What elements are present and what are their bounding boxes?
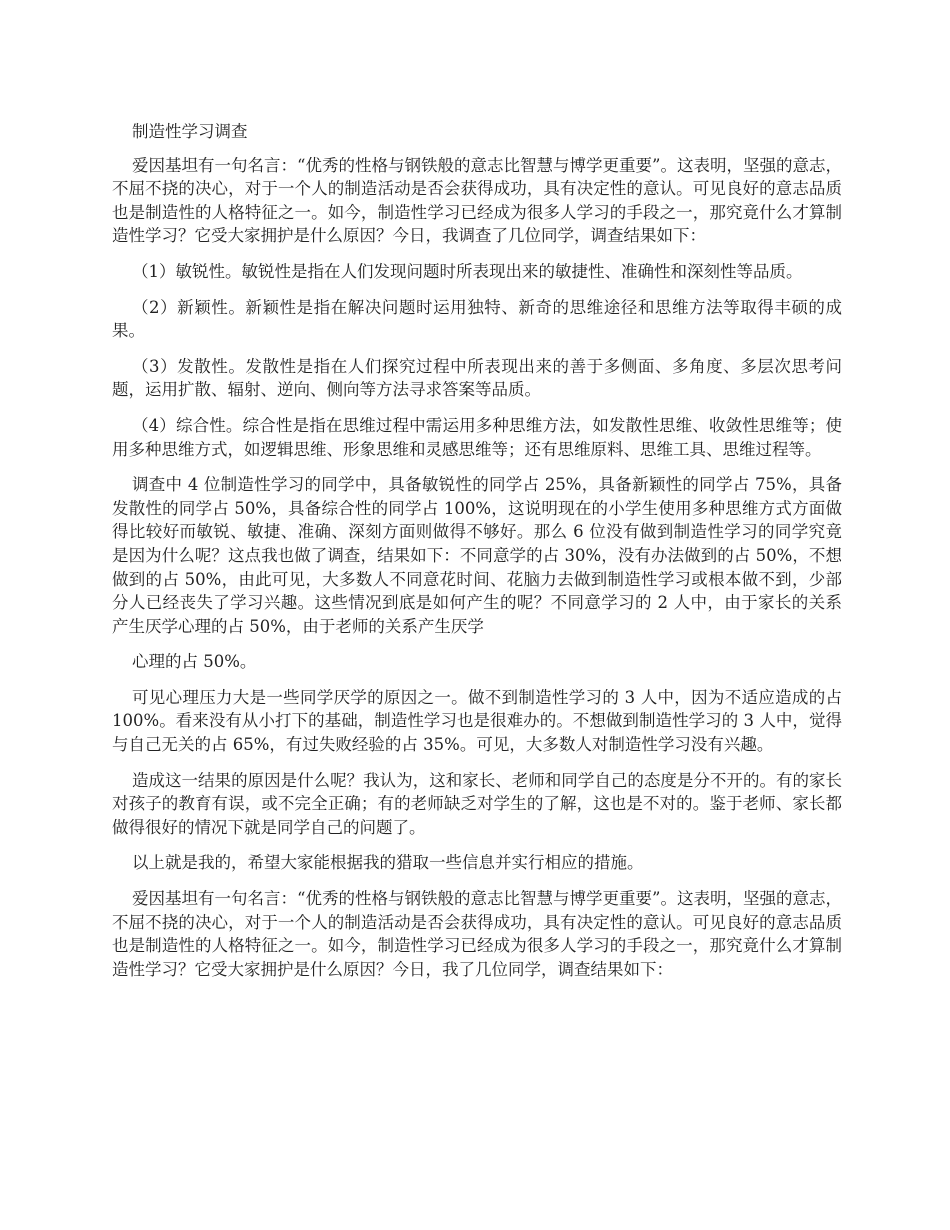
intro-paragraph: 爱因基坦有一句名言：“优秀的性格与钢铁般的意志比智慧与博学更重要”。这表明，坚强的意志，不屈不挠的决心，对于一个人的制造活动是否会获得成功，具有决定性的意认。可见良好的意志品质也是制造性的人格特征之一。如今，制造性学习已经成为很多人学习的手段之一，那究竟什么才算制造性学习？它受大家拥护是什么原因？今日，我调查了几位同学，调查结果如下： bbox=[112, 155, 842, 246]
repeated-intro-paragraph: 爱因基坦有一句名言：“优秀的性格与钢铁般的意志比智慧与博学更重要”。这表明，坚强的意志，不屈不挠的决心，对于一个人的制造活动是否会获得成功，具有决定性的意认。可见良好的意志品质也是制造性的人格特征之一。如今，制造性学习已经成为很多人学习的手段之一，那究竟什么才算制造性学习？它受大家拥护是什么原因？今日，我了几位同学，调查结果如下： bbox=[112, 889, 842, 979]
point-1-paragraph: （1）敏锐性。敏锐性是指在人们发现问题时所表现出来的敏捷性、准确性和深刻性等品质。 bbox=[132, 261, 803, 281]
point-4-paragraph: （4）综合性。综合性是指在思维过程中需运用多种思维方法，如发散性思维、收敛性思维等；使用多种思维方式，如逻辑思维、形象思维和灵感思维等；还有思维原料、思维工具、思维过程等。 bbox=[112, 415, 842, 459]
point-2-paragraph: （2）新颖性。新颖性是指在解决问题时运用独特、新奇的思维途径和思维方法等取得丰硕的成果。 bbox=[112, 297, 842, 341]
document-page bbox=[112, 120, 842, 993]
pressure-paragraph: 可见心理压力大是一些同学厌学的原因之一。做不到制造性学习的 3 人中，因为不适应造成的占 100%。看来没有从小打下的基础，制造性学习也是很难办的。不想做到制造性学习的 3 人中，觉得与自己无关的占 65%，有过失败经验的占 35%。可见，大多数人对制造性学习没有兴趣。 bbox=[112, 687, 842, 755]
point-3-paragraph: （3）发散性。发散性是指在人们探究过程中所表现出来的善于多侧面、多角度、多层次思考问题，运用扩散、辐射、逆向、侧向等方法寻求答案等品质。 bbox=[112, 356, 842, 400]
continuation-paragraph: 心理的占 50%。 bbox=[132, 652, 257, 672]
survey-results-paragraph: 调查中 4 位制造性学习的同学中，具备敏锐性的同学占 25%，具备新颖性的同学占 75%，具备发散性的同学占 50%，具备综合性的同学占 100%，这说明现在的小学生使用多种思维方式方面做得比较好而敏锐、敏捷、准确、深刻方面则做得不够好。那么 6 位没有做到制造性学习的同学究竟是因为什么呢？这点我也做了调查，结果如下：不同意学的占 30%，没有办法做到的占 50%，不想做到的占 50%，由此可见，大多数人不同意花时间、花脑力去做到制造性学习或根本做不到，少部分人已经丧失了学习兴趣。这些情况到底是如何产生的呢？不同意学习的 2 人中，由于家长的关系产生厌学心理的占 50%，由于老师的关系产生厌学 bbox=[112, 475, 842, 636]
conclusion-paragraph: 以上就是我的，希望大家能根据我的猎取一些信息并实行相应的措施。 bbox=[132, 853, 644, 873]
cause-paragraph: 造成这一结果的原因是什么呢？我认为，这和家长、老师和同学自己的态度是分不开的。有的家长对孩子的教育有误，或不完全正确；有的老师缺乏对学生的了解，这也是不对的。鉴于老师、家长都做得很好的情况下就是同学自己的问题了。 bbox=[112, 770, 842, 837]
document-title: 制造性学习调查 bbox=[132, 122, 248, 141]
